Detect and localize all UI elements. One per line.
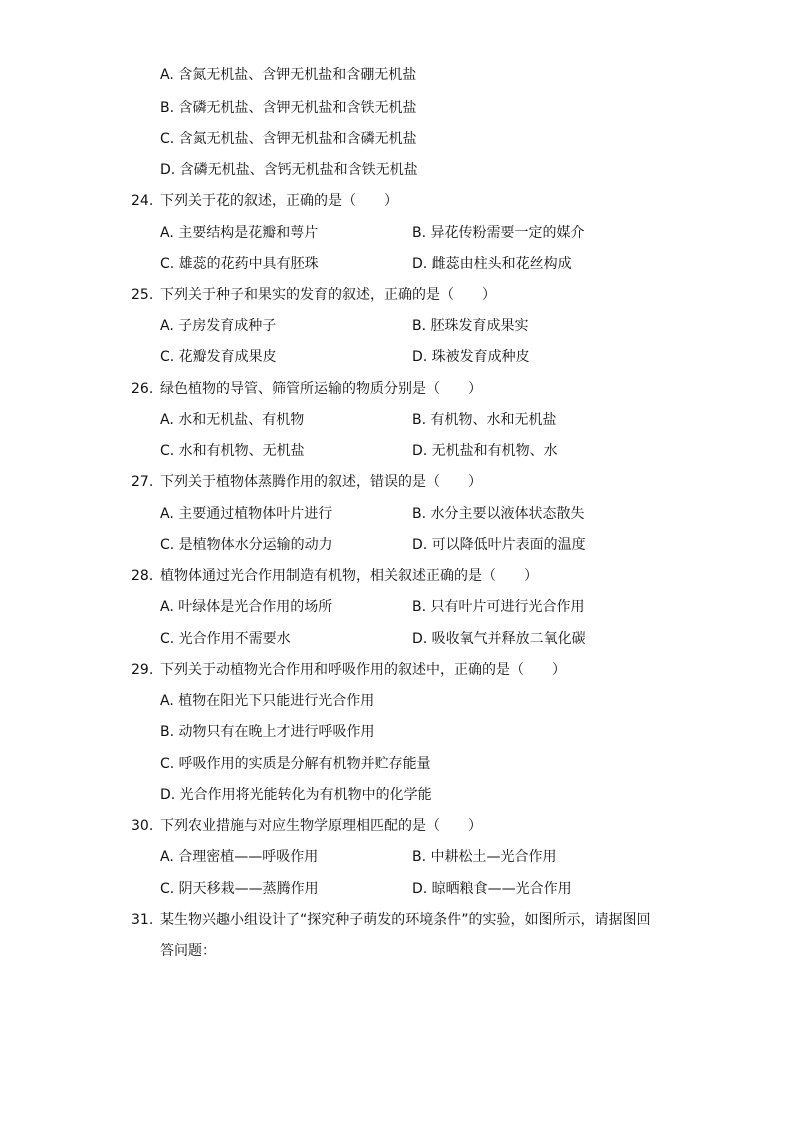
option-b: B. 只有叶片可进行光合作用: [412, 599, 585, 615]
option-b: B. 胚珠发育成果实: [412, 318, 529, 334]
option-a: A. 主要结构是花瓣和萼片: [160, 225, 319, 241]
question-number: 31.: [131, 912, 154, 928]
option-d: D. 含磷无机盐、含钙无机盐和含铁无机盐: [160, 162, 418, 178]
option-d: D. 光合作用将光能转化为有机物中的化学能: [160, 787, 432, 803]
option-c: C. 阴天移栽——蒸腾作用: [160, 881, 319, 897]
option-d: D. 可以降低叶片表面的温度: [412, 537, 586, 553]
option-d: D. 珠被发育成种皮: [412, 349, 530, 365]
option-b: B. 含磷无机盐、含钾无机盐和含铁无机盐: [160, 100, 417, 116]
option-d: D. 无机盐和有机物、水: [412, 443, 558, 459]
question-text: 下列关于种子和果实的发育的叙述，正确的是（ ）: [160, 287, 496, 303]
option-c: C. 含氮无机盐、含钾无机盐和含磷无机盐: [160, 131, 417, 147]
option-b: B. 动物只有在晚上才进行呼吸作用: [160, 724, 375, 740]
question-number: 29.: [131, 662, 154, 678]
option-a: A. 水和无机盐、有机物: [160, 412, 305, 428]
question-text: 下列关于花的叙述，正确的是（ ）: [160, 193, 398, 209]
question-number: 28.: [131, 568, 154, 584]
option-a: A. 主要通过植物体叶片进行: [160, 506, 333, 522]
question-number: 25.: [131, 287, 154, 303]
option-a: A. 植物在阳光下只能进行光合作用: [160, 693, 375, 709]
option-c: C. 光合作用不需要水: [160, 631, 291, 647]
option-c: C. 花瓣发育成果皮: [160, 349, 277, 365]
question-number: 24.: [131, 193, 154, 209]
option-b: B. 异花传粉需要一定的媒介: [412, 225, 585, 241]
option-b: B. 中耕松土—光合作用: [412, 849, 557, 865]
question-text: 下列关于植物体蒸腾作用的叙述，错误的是（ ）: [160, 474, 482, 490]
option-a: A. 叶绿体是光合作用的场所: [160, 599, 333, 615]
option-d: D. 吸收氧气并释放二氧化碳: [412, 631, 586, 647]
question-number: 27.: [131, 474, 154, 490]
option-a: A. 合理密植——呼吸作用: [160, 849, 319, 865]
option-c: C. 雄蕊的花药中具有胚珠: [160, 256, 319, 272]
option-b: B. 水分主要以液体状态散失: [412, 506, 585, 522]
question-text: 植物体通过光合作用制造有机物，相关叙述正确的是（ ）: [160, 568, 538, 584]
question-text: 下列关于动植物光合作用和呼吸作用的叙述中，正确的是（ ）: [160, 662, 566, 678]
option-d: D. 晾晒粮食——光合作用: [412, 881, 572, 897]
question-number: 30.: [131, 818, 154, 834]
question-number: 26.: [131, 381, 154, 397]
option-d: D. 雌蕊由柱头和花丝构成: [412, 256, 572, 272]
option-c: C. 呼吸作用的实质是分解有机物并贮存能量: [160, 756, 431, 772]
option-a: A. 子房发育成种子: [160, 318, 277, 334]
option-c: C. 是植物体水分运输的动力: [160, 537, 333, 553]
option-a: A. 含氮无机盐、含钾无机盐和含硼无机盐: [160, 67, 417, 83]
option-b: B. 有机物、水和无机盐: [412, 412, 557, 428]
question-text: 下列农业措施与对应生物学原理相匹配的是（ ）: [160, 818, 482, 834]
question-text: 绿色植物的导管、筛管所运输的物质分别是（ ）: [160, 381, 482, 397]
option-c: C. 水和有机物、无机盐: [160, 443, 305, 459]
question-text: 某生物兴趣小组设计了“探究种子萌发的环境条件”的实验，如图所示，请据图回: [160, 912, 651, 928]
question-text-continuation: 答问题：: [160, 943, 216, 959]
